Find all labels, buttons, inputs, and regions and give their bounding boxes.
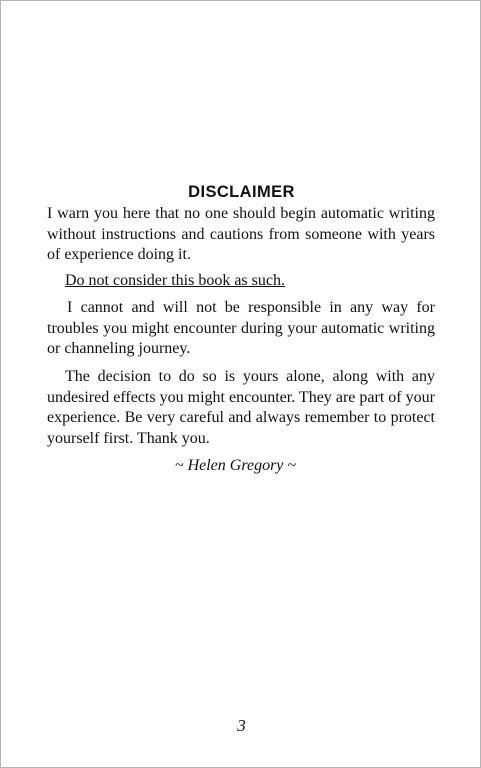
page-number: 3 bbox=[237, 716, 246, 735]
disclaimer-paragraph-3: I cannot and will not be responsible in any way for troubles you might encounter during your automatic writing or channeling journey. bbox=[47, 299, 435, 358]
author-signature: ~ Helen Gregory ~ bbox=[174, 457, 297, 474]
disclaimer-paragraph-4: The decision to do so is yours alone, along with any undesired effects you might encounter. They are part of your experience. Be very careful and always remember to protect yourself first. Thank you. bbox=[47, 368, 435, 447]
disclaimer-paragraph-2 bbox=[47, 271, 435, 292]
page-title: DISCLAIMER bbox=[188, 183, 295, 201]
disclaimer-paragraph-1: I warn you here that no one should begin automatic writing without instructions and cautions from someone with years of experience doing it. bbox=[47, 205, 435, 264]
underlined-note: Do not consider this book as such. bbox=[65, 272, 285, 289]
